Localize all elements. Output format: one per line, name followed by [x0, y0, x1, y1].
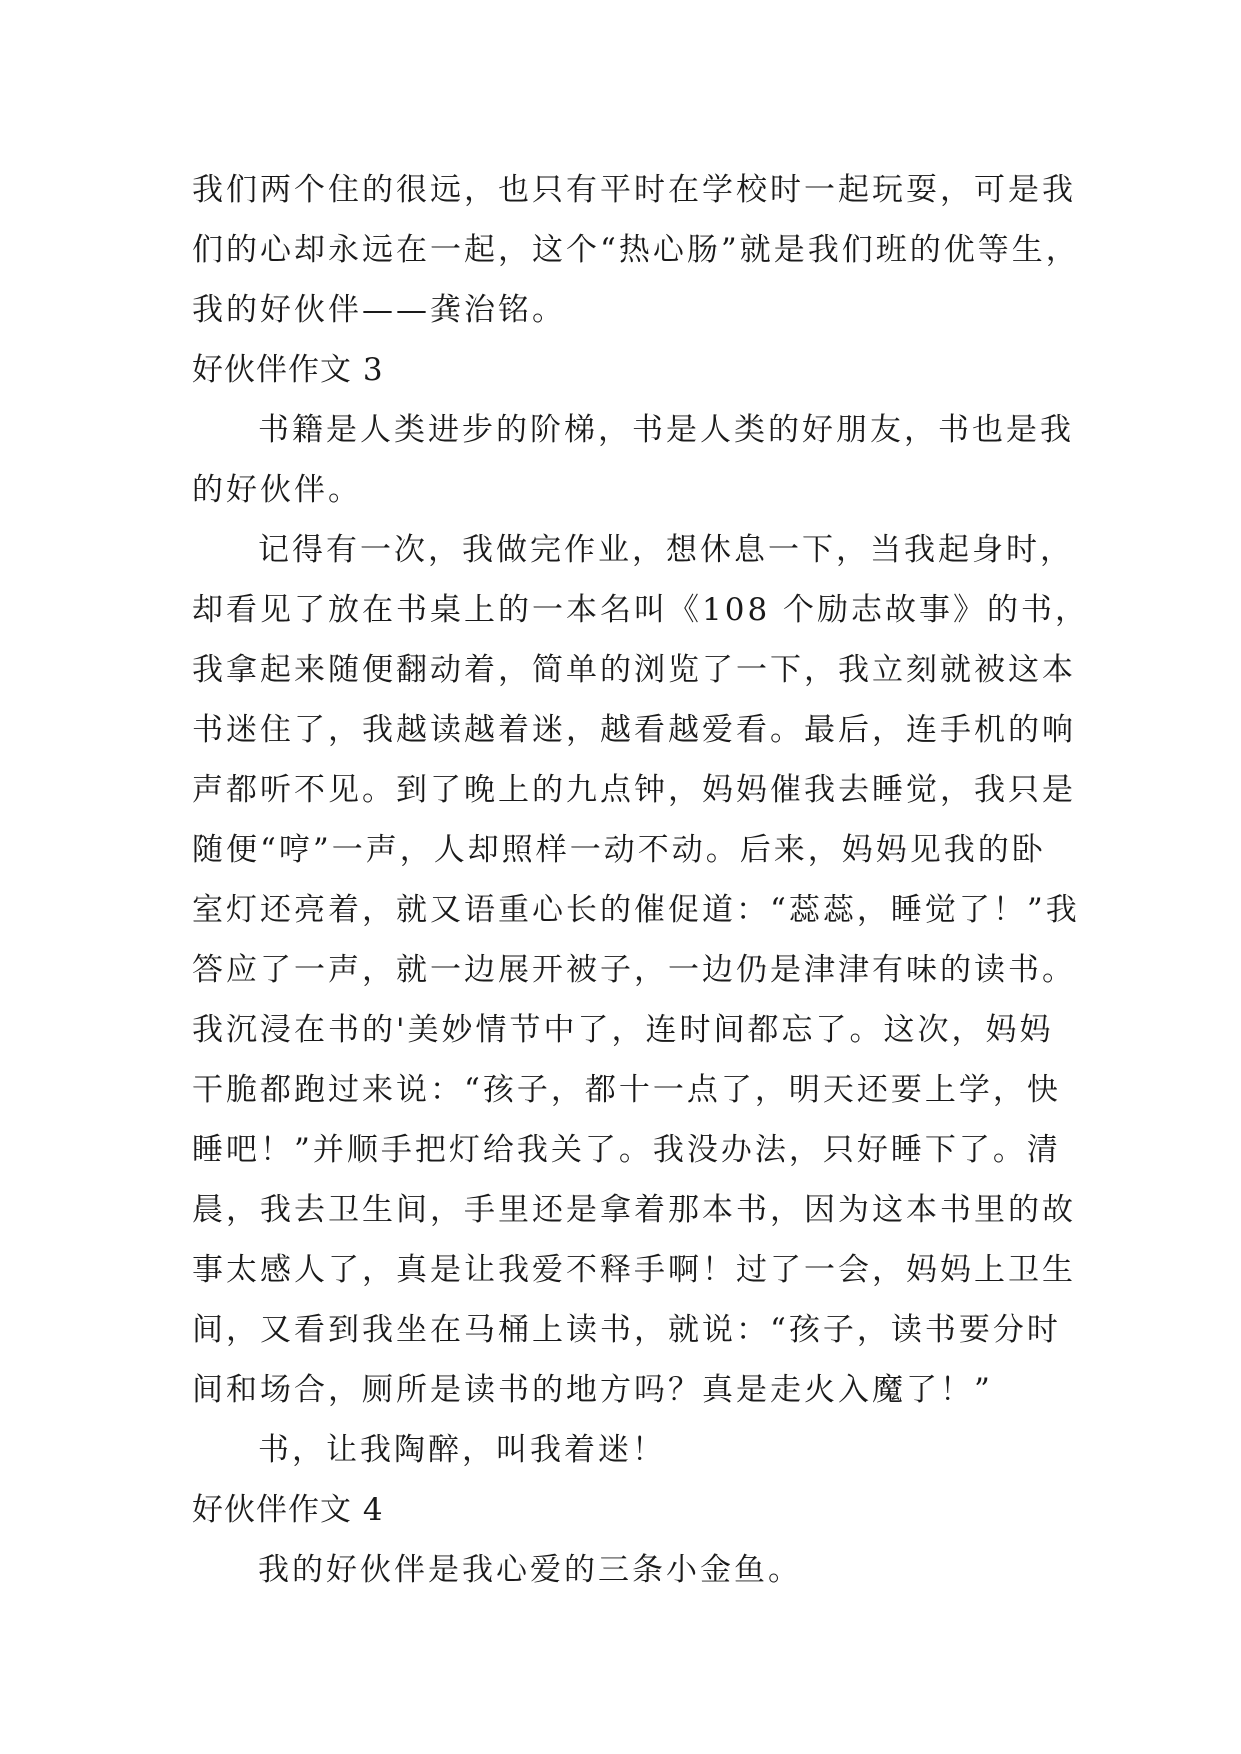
text-line: 声都听不见。到了晚上的九点钟，妈妈催我去睡觉，我只是: [192, 772, 1076, 808]
section-heading: 好伙伴作文 3: [192, 352, 384, 388]
paragraph: [192, 1540, 1062, 1600]
text-line: 晨，我去卫生间，手里还是拿着那本书，因为这本书里的故: [192, 1192, 1076, 1228]
text-line: 答应了一声，就一边展开被子，一边仍是津津有味的读书。: [192, 952, 1076, 988]
text-line: 我的好伙伴——龚治铭。: [192, 292, 566, 328]
text-line: 却看见了放在书桌上的一本名叫《108 个励志故事》的书，: [192, 592, 1090, 628]
text-line: 干脆都跑过来说：“孩子，都十一点了，明天还要上学，快: [192, 1072, 1061, 1108]
text-line: 书迷住了，我越读越着迷，越看越爱看。最后，连手机的响: [192, 712, 1076, 748]
document-body: [192, 160, 1090, 1600]
text-line: 我们两个住的很远，也只有平时在学校时一起玩耍，可是我: [192, 172, 1076, 208]
text-line: 我的好伙伴是我心爱的三条小金鱼。: [258, 1552, 802, 1588]
text-line: 室灯还亮着，就又语重心长的催促道：“蕊蕊，睡觉了！”我: [192, 892, 1080, 928]
text-line: 书籍是人类进步的阶梯，书是人类的好朋友，书也是我: [258, 412, 1074, 448]
text-line: 我沉浸在书的'美妙情节中了，连时间都忘了。这次，妈妈: [192, 1012, 1054, 1048]
text-line: 随便“哼”一声，人却照样一动不动。后来，妈妈见我的卧: [192, 832, 1046, 868]
section-heading: 好伙伴作文 4: [192, 1492, 384, 1528]
text-line: 们的心却永远在一起，这个“热心肠”就是我们班的优等生，: [192, 232, 1080, 268]
paragraph: [192, 1420, 1062, 1480]
text-line: 书，让我陶醉，叫我着迷！: [258, 1432, 666, 1468]
paragraph: [192, 400, 1074, 520]
paragraph: [192, 520, 1090, 1420]
paragraph: [192, 160, 1080, 340]
text-line: 间和场合，厕所是读书的地方吗？真是走火入魔了！”: [192, 1372, 993, 1408]
text-line: 记得有一次，我做完作业，想休息一下，当我起身时，: [258, 532, 1074, 568]
text-line: 事太感人了，真是让我爱不释手啊！过了一会，妈妈上卫生: [192, 1252, 1076, 1288]
text-line: 的好伙伴。: [192, 472, 362, 508]
text-line: 间，又看到我坐在马桶上读书，就说：“孩子，读书要分时: [192, 1312, 1061, 1348]
text-line: 我拿起来随便翻动着，简单的浏览了一下，我立刻就被这本: [192, 652, 1076, 688]
text-line: 睡吧！”并顺手把灯给我关了。我没办法，只好睡下了。清: [192, 1132, 1061, 1168]
